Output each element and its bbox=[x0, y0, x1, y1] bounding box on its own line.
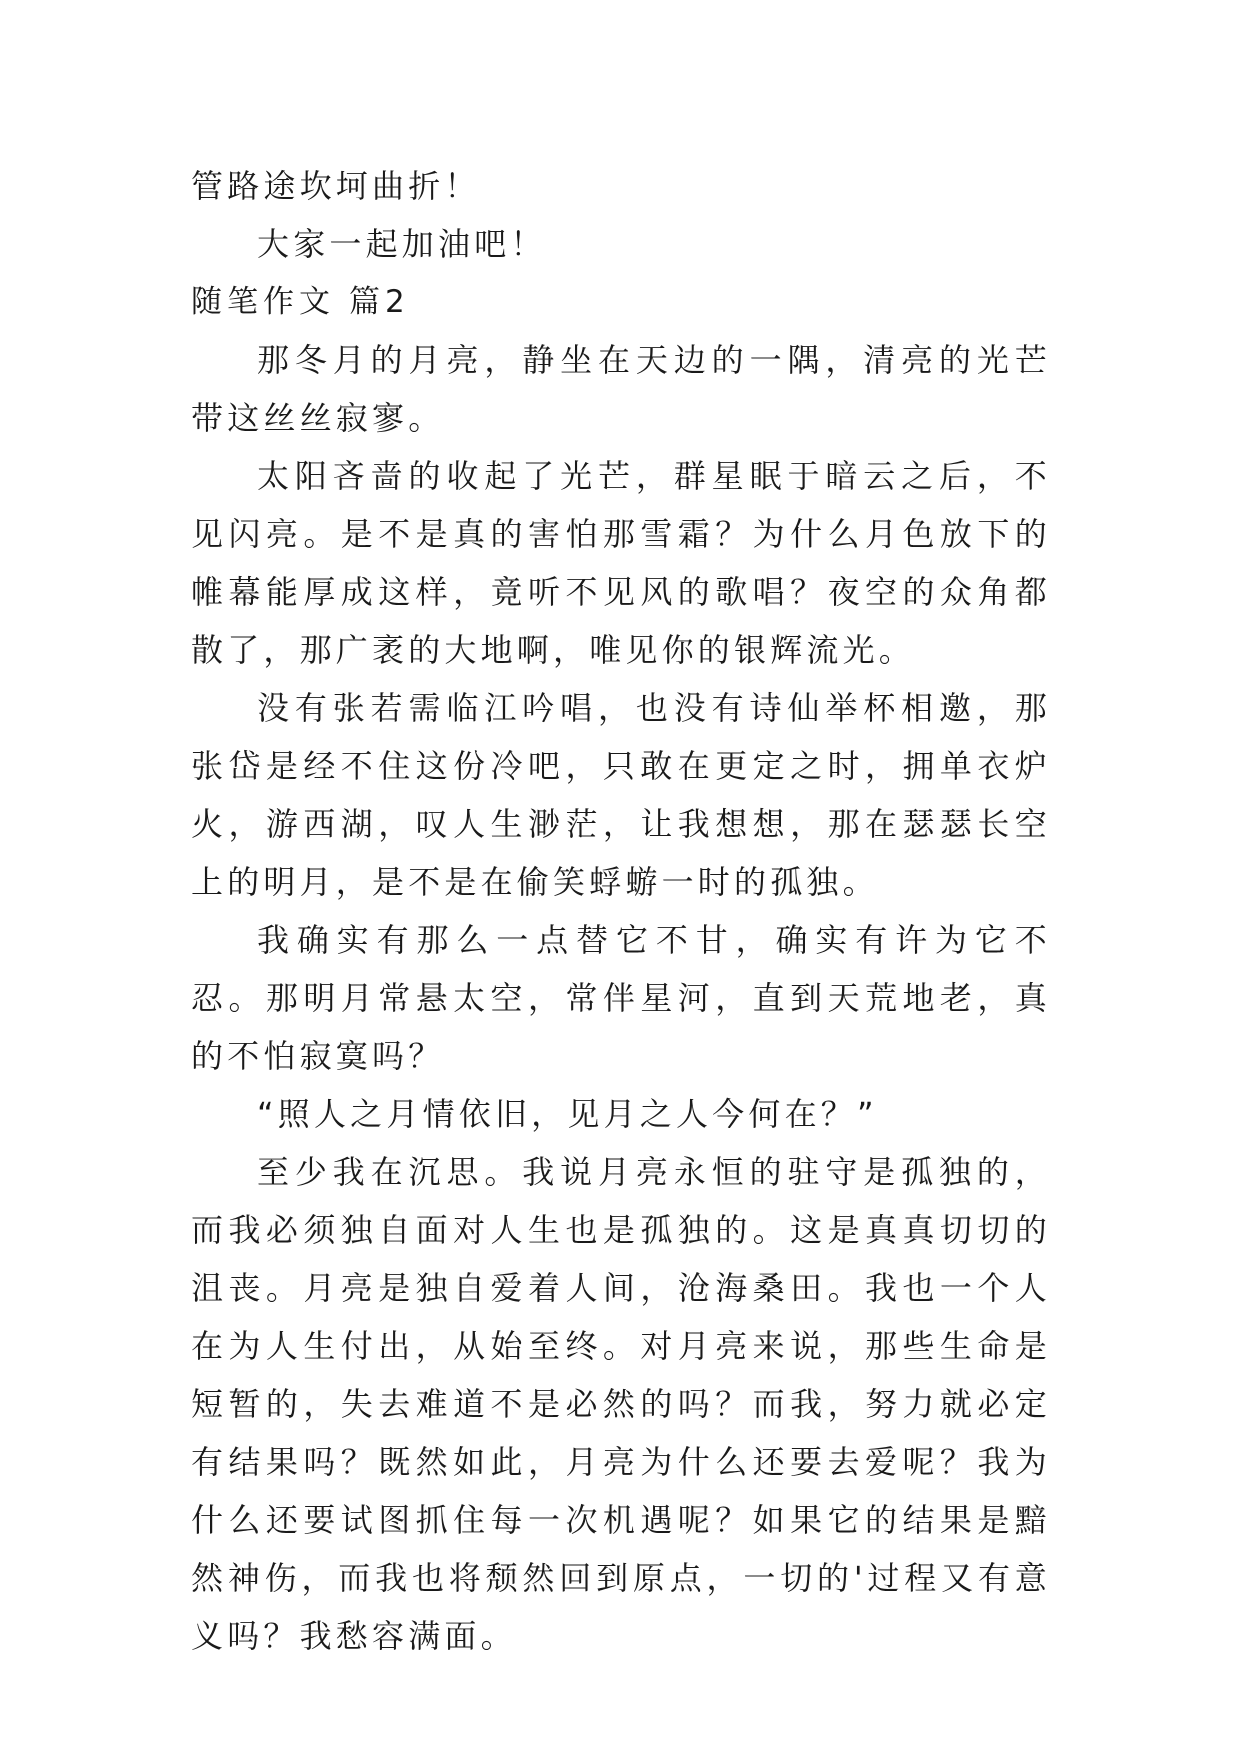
section-heading-title: 随笔作文 bbox=[191, 284, 335, 320]
section-heading bbox=[191, 273, 1051, 331]
paragraph-1: 那冬月的月亮，静坐在天边的一隅，清亮的光芒带这丝丝寂寥。 bbox=[191, 341, 1051, 437]
paragraph-3: 没有张若需临江吟唱，也没有诗仙举杯相邀，那张岱是经不住这份冷吧，只敢在更定之时，拥单衣炉火，游西湖，叹人生渺茫，让我想想，那在瑟瑟长空上的明月，是不是在偷笑蜉蝣一时的孤独。 bbox=[191, 689, 1051, 901]
paragraph-6: 至少我在沉思。我说月亮永恒的驻守是孤独的，而我必须独自面对人生也是孤独的。这是真真切切的沮丧。月亮是独自爱着人间，沧海桑田。我也一个人在为人生付出，从始至终。对月亮来说，那些生命是短暂的，失去难道不是必然的吗？而我，努力就必定有结果吗？既然如此，月亮为什么还要去爱呢？我为什么还要试图抓住每一次机遇呢？如果它的结果是黯然神伤，而我也将颓然回到原点，一切的'过程又有意义吗？我愁容满面。 bbox=[191, 1153, 1051, 1655]
paragraph-cheer: 大家一起加油吧！ bbox=[257, 225, 547, 263]
paragraph-continued: 管路途坎坷曲折！ bbox=[191, 167, 481, 205]
document-body bbox=[191, 157, 1051, 1665]
paragraph-quote: “照人之月情依旧，见月之人今何在？” bbox=[257, 1095, 878, 1133]
section-heading-number: 篇2 bbox=[349, 284, 410, 320]
paragraph-2: 太阳吝啬的收起了光芒，群星眠于暗云之后，不见闪亮。是不是真的害怕那雪霜？为什么月色放下的帷幕能厚成这样，竟听不见风的歌唱？夜空的众角都散了，那广袤的大地啊，唯见你的银辉流光。 bbox=[191, 457, 1051, 669]
paragraph-4: 我确实有那么一点替它不甘，确实有许为它不忍。那明月常悬太空，常伴星河，直到天荒地老，真的不怕寂寞吗？ bbox=[191, 921, 1051, 1075]
